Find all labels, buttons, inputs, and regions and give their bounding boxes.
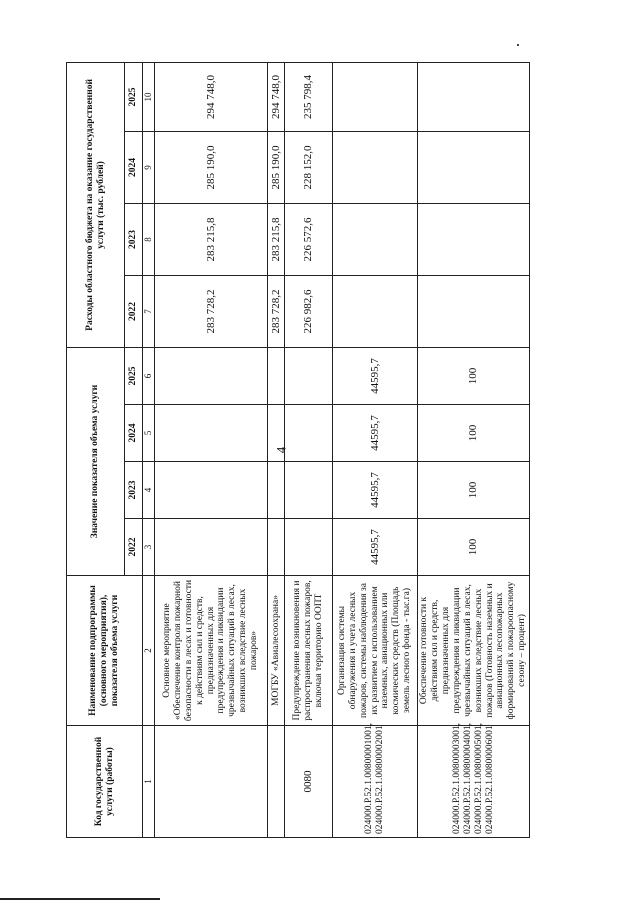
row-expense: 226 572,6 [285,203,333,275]
row-value: 44595,7 [333,462,418,519]
column-index: 7 [143,275,155,347]
row-value [155,405,268,462]
row-expense: 294 748,0 [155,62,268,131]
table-row [285,62,333,837]
row-expense [418,62,530,131]
speck [517,44,519,46]
row-value [155,519,268,576]
header-year: 2022 [125,519,143,576]
table-row [333,62,418,837]
row-expense [333,203,418,275]
row-code: 024000.Р.52.1.00800001001, 024000.Р.52.1.00800002001 [333,726,418,838]
row-value: 100 [418,405,530,462]
header-exp-year: 2022 [125,275,143,347]
rotated-table-wrapper [66,63,528,838]
table-row [155,62,268,837]
row-expense: 294 748,0 [268,62,285,131]
column-index: 6 [143,347,155,404]
row-name: Обеспечение готовности к действиям сил и средств, предназначенных для предупреждения и ликвидации чрезвычайных ситуаций в лесах, возникших вследствие лесных пожаров (Готовность наземных и авиационных лесопожарных формирований к пожароопасному сезону – процент) [418,576,530,726]
row-value [285,347,333,404]
row-name: Организация системы обнаружения и учета лесных пожаров, системы наблюдения за их развитием с использованием наземных, авиационных или космических средств (Площадь земель лесного фонда - тыс.га) [333,576,418,726]
row-expense [418,203,530,275]
header-exp-year: 2024 [125,131,143,203]
column-index: 8 [143,203,155,275]
row-expense: 235 798,4 [285,62,333,131]
column-index: 9 [143,131,155,203]
table-row [418,62,530,837]
row-value [285,462,333,519]
header-code: Код государственной услуги (работы) [67,726,143,838]
row-expense: 285 190,0 [268,131,285,203]
row-expense [418,131,530,203]
header-name: Наименование подпрограммы (основного мероприятия), показателя объема услуги [67,576,143,726]
row-value: 44595,7 [333,405,418,462]
row-expense: 283 215,8 [268,203,285,275]
row-value [155,462,268,519]
column-index: 4 [143,462,155,519]
row-value [268,462,285,519]
row-expense: 283 728,2 [155,275,268,347]
row-expense: 283 215,8 [155,203,268,275]
header-year: 2024 [125,405,143,462]
row-value [268,519,285,576]
row-value [285,405,333,462]
bottom-rule [0,898,160,900]
budget-table [66,62,530,838]
header-year: 2023 [125,462,143,519]
column-index: 5 [143,405,155,462]
row-expense [333,62,418,131]
row-value [285,519,333,576]
row-code: 024000.Р.52.1.00800003001, 024000.Р.52.1.00800004001, 024000.Р.52.1.00800005001, 024000.Р.52.1.00800006001 [418,726,530,838]
column-index: 2 [143,576,155,726]
row-expense [333,275,418,347]
row-value [268,347,285,404]
row-code: 0080 [285,726,333,838]
row-expense: 283 728,2 [268,275,285,347]
column-index-row [143,62,155,837]
row-expense [418,275,530,347]
row-value: 44595,7 [333,347,418,404]
row-value: 44595,7 [333,519,418,576]
row-value [155,347,268,404]
row-expense: 228 152,0 [285,131,333,203]
row-expense: 226 982,6 [285,275,333,347]
header-indicator-group: Значение показателя объема услуги [67,347,125,575]
column-index: 1 [143,726,155,838]
row-value: 100 [418,519,530,576]
row-name: Основное мероприятие «Обеспечение контроля пожарной безопасности в лесах и готовности к действиям сил и средств, предназначенных для предупреждения и ликвидации чрезвычайных ситуаций в лесах, возникших вследствие лесных пожаров» [155,576,268,726]
column-index: 3 [143,519,155,576]
header-expense-group: Расходы областного бюджета на оказание государственной услуги (тыс. рублей) [67,62,125,347]
row-value [268,405,285,462]
row-expense: 285 190,0 [155,131,268,203]
header-exp-year: 2025 [125,62,143,131]
column-index: 10 [143,62,155,131]
table-row [268,62,285,837]
header-exp-year: 2023 [125,203,143,275]
row-name: Предупреждение возникновения и распространения лесных пожаров, включая территорию ООПТ [285,576,333,726]
row-value: 100 [418,462,530,519]
page-number: 4 [273,446,289,454]
row-code [155,726,268,838]
header-year: 2025 [125,347,143,404]
row-expense [333,131,418,203]
row-code [268,726,285,838]
row-value: 100 [418,347,530,404]
row-name: МОГБУ «Авиалесоохрана» [268,576,285,726]
